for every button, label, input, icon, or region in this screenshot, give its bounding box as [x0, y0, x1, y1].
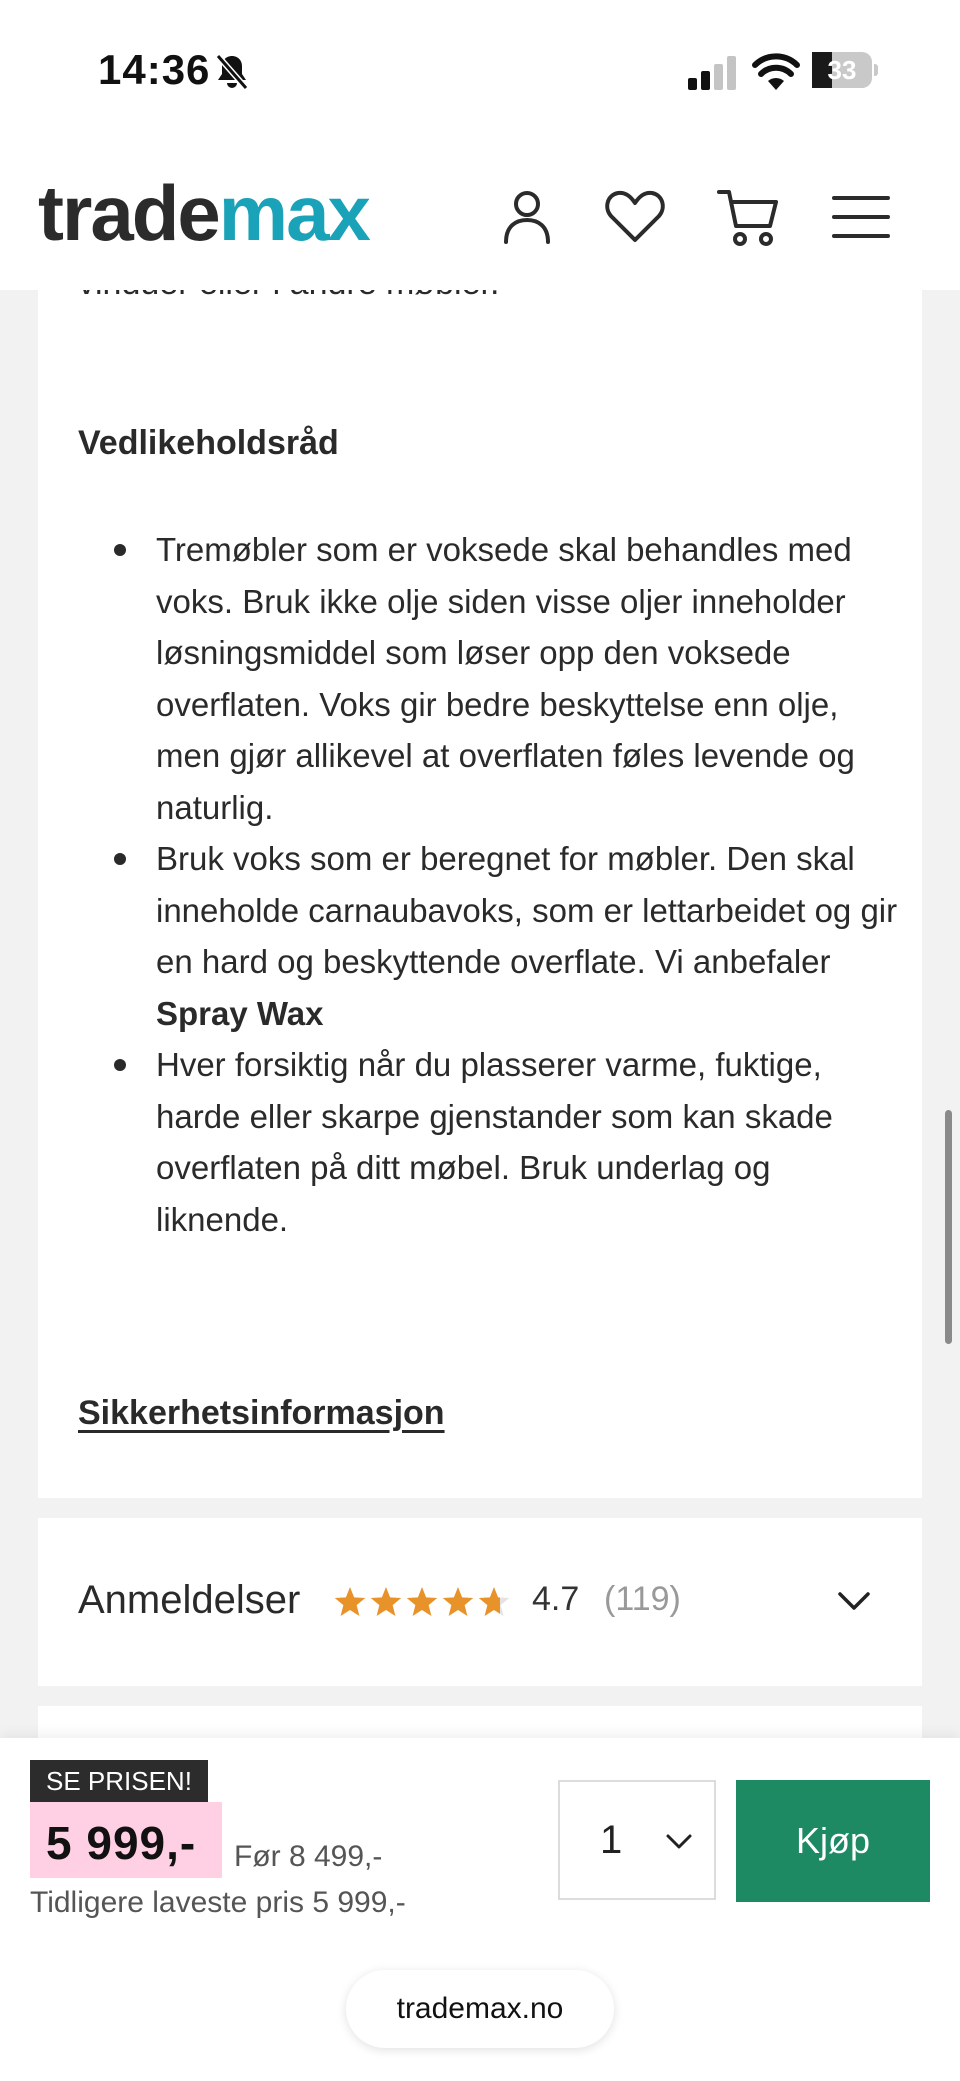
star-icon [371, 1587, 401, 1616]
page-scrollbar[interactable] [945, 1110, 952, 1344]
campaign-badge: SE PRISEN! [30, 1760, 208, 1802]
status-bar [0, 0, 960, 140]
current-price: 5 999,- [46, 1817, 197, 1869]
maintenance-title: Vedlikeholdsråd [78, 424, 339, 462]
wifi-icon [752, 52, 800, 90]
status-time: 14:36 [98, 46, 211, 93]
product-recommendation: Spray Wax [156, 994, 324, 1032]
product-info-card [38, 290, 922, 1498]
review-count: (119) [604, 1580, 681, 1618]
battery-icon [812, 52, 878, 88]
battery-level: 33 [827, 55, 857, 85]
chevron-down-icon[interactable] [836, 1588, 872, 1616]
chevron-down-icon [664, 1830, 694, 1854]
bell-slash-icon [214, 52, 250, 92]
account-icon[interactable] [494, 184, 560, 250]
star-icon [407, 1587, 437, 1616]
cart-icon[interactable] [716, 184, 782, 250]
quantity-value: 1 [600, 1818, 623, 1862]
rating-value: 4.7 [532, 1580, 580, 1618]
safety-information-link[interactable]: Sikkerhetsinformasjon [78, 1394, 445, 1432]
trademax-logo[interactable]: trademax [38, 169, 369, 257]
heart-icon[interactable] [602, 184, 668, 250]
list-item: Tremøbler som er voksede skal behandles med voks. Bruk ikke olje siden visse oljer inneholder løsningsmiddel som løser opp den voksede overflaten. Voks gir bedre beskyttelse enn olje, men gjør allikevel at overflaten føles levende og naturlig. [78, 524, 908, 833]
browser-url-bar[interactable]: trademax.no [346, 1970, 614, 2048]
reviews-accordion[interactable] [38, 1518, 922, 1686]
quantity-select[interactable] [558, 1780, 716, 1900]
star-rating-icon [332, 1584, 512, 1620]
star-icon [443, 1587, 473, 1616]
list-item: Bruk voks som er beregnet for møbler. Den skal inneholde carnaubavoks, som er lettarbeidet og gir en hard og beskyttende overflate. Vi anbefaler Spray Wax [78, 833, 908, 1039]
star-icon [479, 1587, 509, 1616]
list-item: Hver forsiktig når du plasserer varme, fuktige, harde eller skarpe gjenstander som kan skade overflaten på ditt møbel. Bruk underlag og liknende. [78, 1039, 908, 1245]
menu-icon[interactable] [828, 184, 894, 250]
reviews-title: Anmeldelser [78, 1578, 301, 1622]
maintenance-tips-list [78, 524, 908, 1245]
old-price: Før 8 499,- [234, 1840, 383, 1873]
site-header [0, 140, 960, 290]
buy-button[interactable]: Kjøp [736, 1780, 930, 1902]
lowest-price-note: Tidligere laveste pris 5 999,- [30, 1886, 406, 1919]
price-box [30, 1802, 222, 1878]
cellular-signal-icon [688, 56, 738, 90]
star-icon [335, 1587, 365, 1616]
sticky-buy-bar [0, 1738, 960, 2081]
